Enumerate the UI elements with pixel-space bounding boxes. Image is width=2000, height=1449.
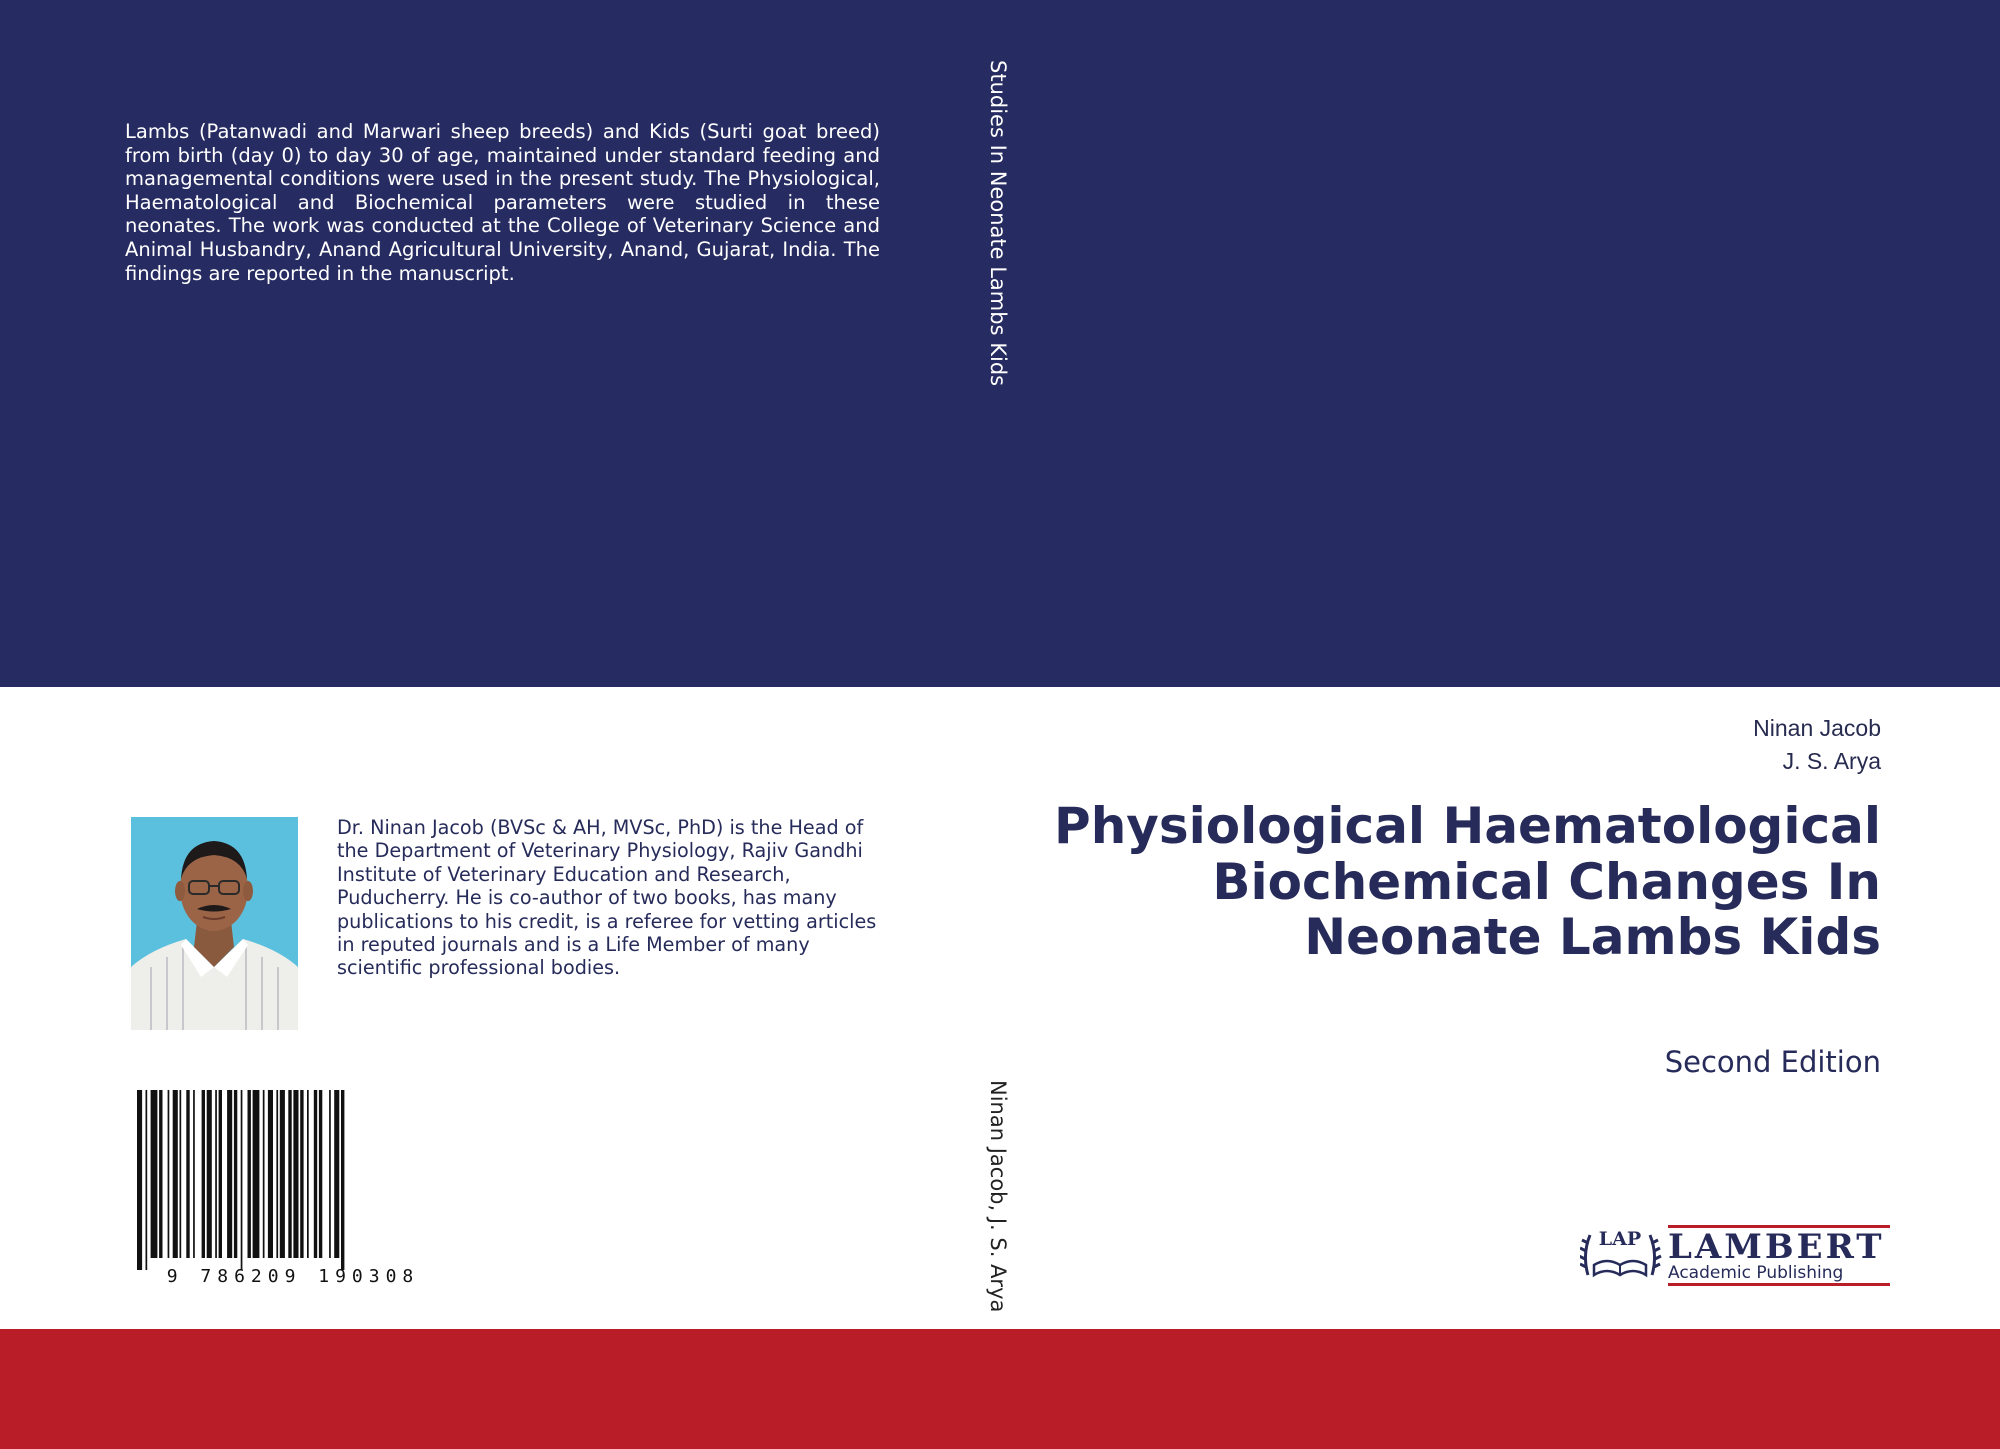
front-cover-authors <box>1753 712 1881 778</box>
edition-label: Second Edition <box>1664 1045 1881 1079</box>
publisher-name: LAMBERT <box>1668 1227 1885 1267</box>
logo-badge-text: LAP <box>1598 1228 1642 1250</box>
back-cover-blurb: Lambs (Patanwadi and Marwari sheep breeds) and Kids (Surti goat breed) from birth (day 0) to day 30 of age, maintained under standard feeding and managemental conditions were used in the present study. The Physiological, Haematological and Biochemical parameters were studied in these neonates. The work was conducted at the College of Veterinary Science and Animal Husbandry, Anand Agricultural University, Anand, Gujarat, India. The findings are reported in the manuscript. <box>125 120 880 285</box>
author-photo <box>131 817 298 1030</box>
isbn-barcode <box>125 1085 455 1290</box>
author-bio: Dr. Ninan Jacob (BVSc & AH, MVSc, PhD) is the Head of the Department of Veterinary Physiology, Rajiv Gandhi Institute of Veterinary Education and Research, Puducherry. He is co-author of two books, has many publications to his credit, is a referee for vetting articles in reputed journals and is a Life Member of many scientific professional bodies. <box>337 816 877 980</box>
author-portrait-icon <box>131 817 298 1030</box>
lambert-logo-icon <box>1580 1215 1890 1290</box>
spine-title: Studies In Neonate Lambs Kids <box>986 60 1010 387</box>
book-title: Physiological Haematological Biochemical Changes In Neonate Lambs Kids <box>1054 797 1881 966</box>
red-band <box>0 1329 2000 1449</box>
spine-authors: Ninan Jacob, J. S. Arya <box>986 1080 1010 1313</box>
author-name: J. S. Arya <box>1782 748 1881 774</box>
author-name: Ninan Jacob <box>1753 715 1881 741</box>
barcode-graphic <box>125 1085 455 1290</box>
barcode-digits: 9 786209 190308 <box>166 1266 420 1287</box>
publisher-logo <box>1580 1215 1890 1290</box>
publisher-tagline: Academic Publishing <box>1668 1263 1844 1283</box>
